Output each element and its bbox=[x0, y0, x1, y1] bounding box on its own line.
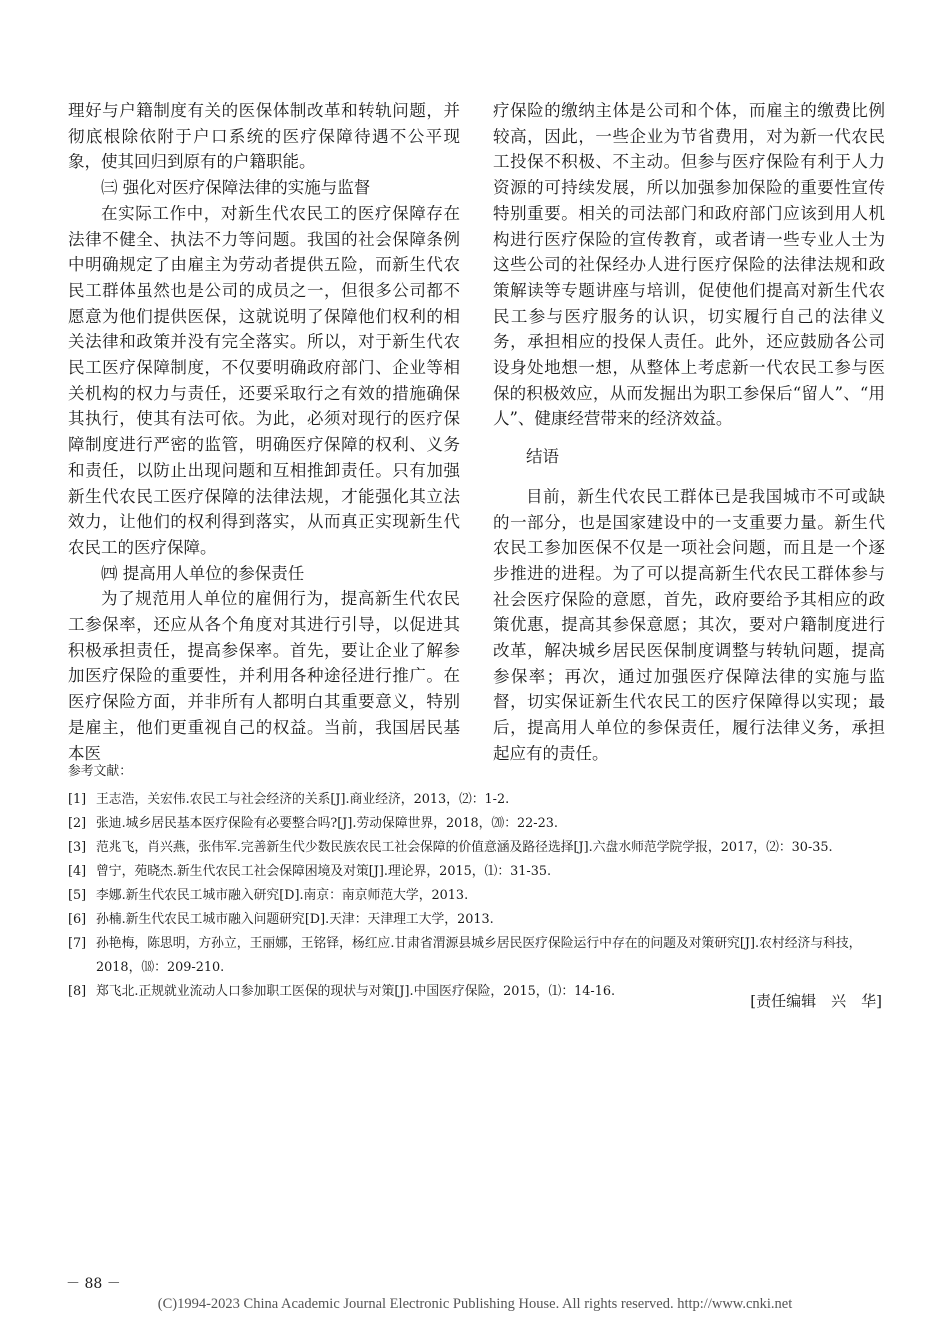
reference-number: [8] bbox=[68, 984, 87, 999]
reference-item bbox=[68, 788, 882, 812]
paragraph: 为了规范用人单位的雇佣行为，提高新生代农民工参保率，还应从各个角度对其进行引导，以促进其积极承担责任，提高参保率。首先，要让企业了解参加医疗保险的重要性，并利用各种途径进行推广。在医疗保险方面，并非所有人都明白其重要意义，特别是雇主，他们更重视自己的权益。当前，我国居民基本医 bbox=[68, 589, 460, 763]
copyright-footer: (C)1994-2023 China Academic Journal Electronic Publishing House. All rights reserved. http://www.cnki.net bbox=[157, 1296, 793, 1312]
reference-item bbox=[68, 836, 882, 860]
reference-number: [3] bbox=[68, 840, 87, 855]
references bbox=[68, 760, 882, 1004]
left-column bbox=[68, 98, 460, 766]
reference-text: 范兆飞，肖兴燕，张伟军.完善新生代少数民族农民工社会保障的价值意涵及路径选择[J].六盘水师范学院学报，2017，⑵：30-35. bbox=[96, 840, 833, 855]
paragraph: 理好与户籍制度有关的医保体制改革和转轨问题，并彻底根除依附于户口系统的医疗保障待遇不公平现象，使其回归到原有的户籍职能。 bbox=[68, 101, 460, 172]
reference-text: 张迪.城乡居民基本医疗保险有必要整合吗?[J].劳动保障世界，2018，⒇：22-23. bbox=[96, 816, 558, 831]
reference-number: [4] bbox=[68, 864, 87, 879]
reference-number: [7] bbox=[68, 936, 87, 951]
reference-text: 王志浩，关宏伟.农民工与社会经济的关系[J].商业经济，2013，⑵：1-2. bbox=[96, 792, 510, 807]
reference-item bbox=[68, 860, 882, 884]
paragraph: 在实际工作中，对新生代农民工的医疗保障存在法律不健全、执法不力等问题。我国的社会保障条例中明确规定了由雇主为劳动者提供五险，而新生代农民工群体虽然也是公司的成员之一，但很多公司都不愿意为他们提供医保，这就说明了保障他们权利的相关法律和政策并没有完全落实。所以，对于新生代农民工医疗保障制度，不仅要明确政府部门、企业等相关机构的权力与责任，还要采取行之有效的措施确保其执行，使其有法可依。为此，必须对现行的医疗保障制度进行严密的监管，明确医疗保障的权利、义务和责任，以防止出现问题和互相推卸责任。只有加强新生代农民工医疗保障的法律法规，才能强化其立法效力，让他们的权利得到落实，从而真正实现新生代农民工的医疗保障。 bbox=[68, 203, 460, 557]
reference-text: 孙艳梅，陈思明，方孙立，王丽娜，王铭铎，杨红应.甘肃省渭源县城乡居民医疗保险运行中存在的问题及对策研究[J].农村经济与科技，2018，⒅：209-210. bbox=[96, 936, 862, 975]
reference-text: 李娜.新生代农民工城市融入研究[D].南京：南京师范大学，2013. bbox=[96, 888, 469, 903]
reference-item bbox=[68, 884, 882, 908]
section-heading: ㈢ 强化对医疗保障法律的实施与监督 bbox=[101, 178, 371, 198]
reference-number: [5] bbox=[68, 888, 87, 903]
section-heading: ㈣ 提高用人单位的参保责任 bbox=[101, 563, 305, 583]
right-column bbox=[493, 98, 885, 767]
reference-number: [1] bbox=[68, 792, 87, 807]
responsible-editor: [责任编辑 兴 华] bbox=[750, 992, 882, 1010]
reference-text: 孙楠.新生代农民工城市融入问题研究[D].天津：天津理工大学，2013. bbox=[96, 912, 494, 927]
paragraph: 疗保险的缴纳主体是公司和个体，而雇主的缴费比例较高，因此，一些企业为节省费用，对为新一代农民工投保不积极、不主动。但参与医疗保险有利于人力资源的可持续发展，所以加强参加保险的重要性宣传特别重要。相关的司法部门和政府部门应该到用人机构进行医疗保险的宣传教育，或者请一些专业人士为这些公司的社保经办人进行医疗保险的法律法规和政策解读等专题讲座与培训，促使他们提高对新生代农民工参与医疗服务的认识，切实履行自己的法律义务，承担相应的投保人责任。此外，还应鼓励各公司设身处地想一想，从整体上考虑新一代农民工参与医保的积极效应，从而发掘出为职工参保后“留人”、“用人”、健康经营带来的经济效益。 bbox=[493, 101, 885, 429]
reference-item bbox=[68, 812, 882, 836]
page-number: － 88 － bbox=[66, 1276, 121, 1292]
conclusion-heading: 结语 bbox=[526, 447, 559, 467]
reference-text: 郑飞北.正规就业流动人口参加职工医保的现状与对策[J].中国医疗保险，2015，⑴：14-16. bbox=[96, 984, 616, 999]
reference-number: [6] bbox=[68, 912, 87, 927]
references-title: 参考文献： bbox=[68, 764, 132, 779]
reference-text: 曾宁，苑晓杰.新生代农民工社会保障困境及对策[J].理论界，2015，⑴：31-35. bbox=[96, 864, 552, 879]
reference-item bbox=[68, 908, 882, 932]
reference-number: [2] bbox=[68, 816, 87, 831]
paragraph: 目前，新生代农民工群体已是我国城市不可或缺的一部分，也是国家建设中的一支重要力量。新生代农民工参加医保不仅是一项社会问题，而且是一个逐步推进的进程。为了可以提高新生代农民工群体参与社会医疗保险的意愿，首先，政府要给予其相应的政策优惠，提高其参保意愿；其次，要对户籍制度进行改革，解决城乡居民医保制度调整与转轨问题，提高参保率；再次，通过加强医疗保障法律的实施与监督，切实保证新生代农民工的医疗保障得以实现；最后，提高用人单位的参保责任，履行法律义务，承担起应有的责任。 bbox=[493, 486, 885, 763]
reference-item bbox=[68, 932, 882, 980]
